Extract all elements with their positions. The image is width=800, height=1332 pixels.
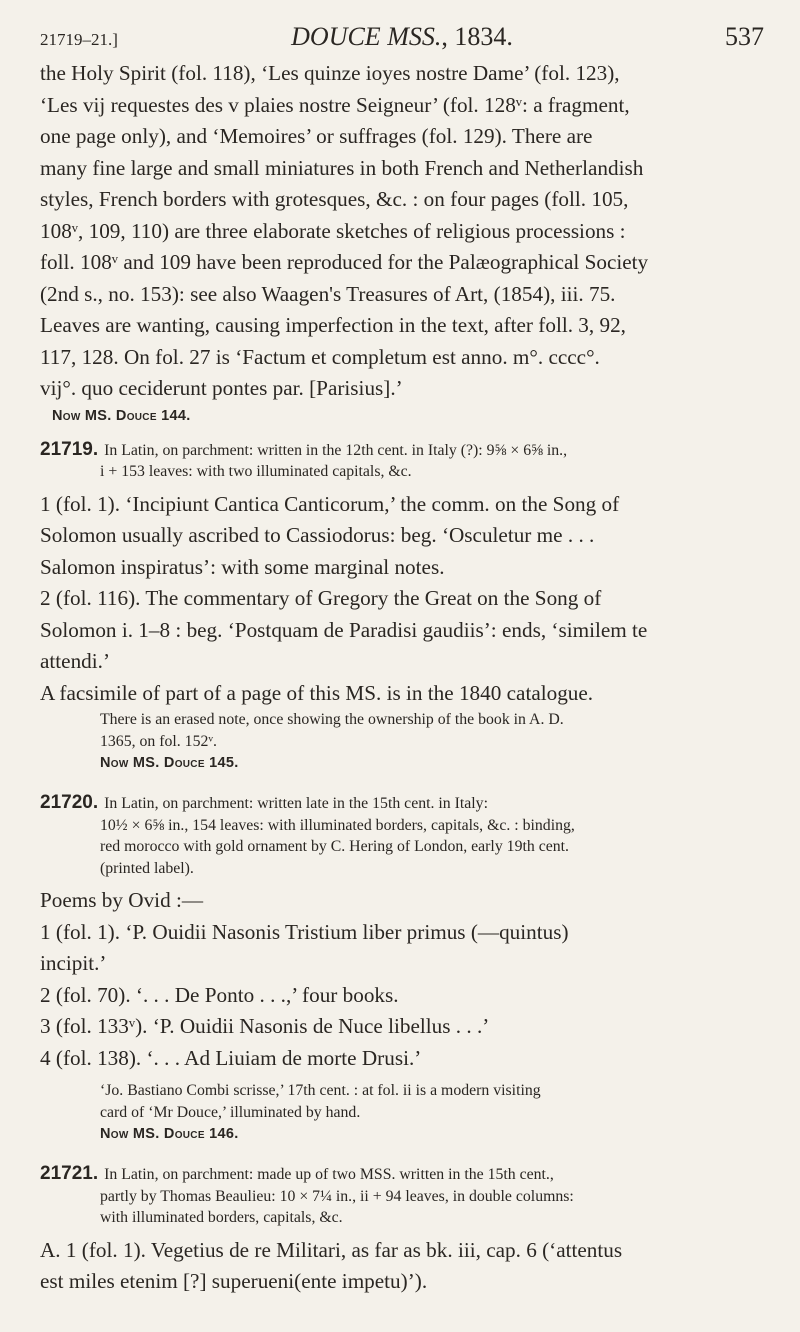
text-line: Solomon i. 1–8 : beg. ‘Postquam de Paradisi gaudiis’: ends, ‘similem te <box>40 617 648 642</box>
text-line: 1 (fol. 1). ‘P. Ouidii Nasonis Tristium liber primus (—quintus) <box>40 919 569 944</box>
text-line: There is an erased note, once showing the ownership of the book in A. D. <box>100 711 564 728</box>
text-line: A. 1 (fol. 1). Vegetius de re Militari, as far as bk. iii, cap. 6 (‘attentus <box>40 1237 623 1262</box>
text-line: incipit.’ <box>40 951 107 975</box>
entry-21720-description <box>40 792 764 879</box>
intro-paragraph <box>40 58 764 405</box>
text-line: the Holy Spirit (fol. 118), ‘Les quinze ioyes nostre Dame’ (fol. 123), <box>40 61 620 85</box>
text-line: i + 153 leaves: with two illuminated capitals, &c. <box>100 463 412 480</box>
text-line: Salomon inspiratus’: with some marginal notes. <box>40 554 445 579</box>
text-line: Poems by Ovid :— <box>40 888 204 912</box>
entry-number: 21719. <box>40 438 99 460</box>
text-line: Leaves are wanting, causing imperfection in the text, after foll. 3, 92, <box>40 313 626 337</box>
text-line: attendi.’ <box>40 649 111 673</box>
text-line: styles, French borders with grotesques, &c. : on four pages (foll. 105, <box>40 187 629 211</box>
text-line: vij°. quo ceciderunt pontes par. [Parisius].’ <box>40 376 403 400</box>
shelfmark-line: Now MS. Douce 146. <box>100 1126 239 1142</box>
text-line: 1 (fol. 1). ‘Incipiunt Cantica Canticorum,’ the comm. on the Song of <box>40 491 620 516</box>
text-line: 10½ × 6⅝ in., 154 leaves: with illuminated borders, capitals, &c. : binding, <box>100 816 575 834</box>
text-line: est miles etenim [?] superueni(ente impetu)’). <box>40 1269 428 1293</box>
text-line: 3 (fol. 133ᵛ). ‘P. Ouidii Nasonis de Nuce libellus . . .’ <box>40 1014 490 1038</box>
text-line: 1365, on fol. 152ᵛ. <box>100 732 217 750</box>
text-line: ‘Les vij requestes des v plaies nostre Seigneur’ (fol. 128ᵛ: a fragment, <box>40 92 630 117</box>
text-line: In Latin, on parchment: made up of two MSS. written in the 15th cent., <box>104 1166 554 1183</box>
text-line: 2 (fol. 70). ‘. . . De Ponto . . .,’ four books. <box>40 982 399 1007</box>
entry-21719-description <box>40 439 764 483</box>
entry-21720-note <box>40 1080 764 1123</box>
entry-21719-contents <box>40 489 764 710</box>
header-title-year: , 1834. <box>441 22 513 51</box>
entry-21719-note <box>40 709 764 752</box>
text-line: 117, 128. On fol. 27 is ‘Factum et completum est anno. m°. cccc°. <box>40 344 600 369</box>
shelfmark-line: Now MS. Douce 144. <box>52 407 191 424</box>
text-line: many fine large and small miniatures in both French and Netherlandish <box>40 155 644 180</box>
text-line: Solomon usually ascribed to Cassiodorus: beg. ‘Osculetur me . . . <box>40 523 595 547</box>
page-number: 537 <box>725 22 764 51</box>
header-entry-range: 21719–21.] <box>40 30 118 49</box>
text-line: one page only), and ‘Memoires’ or suffrages (fol. 129). There are <box>40 124 593 148</box>
entry-number: 21721. <box>40 1163 99 1184</box>
text-line: partly by Thomas Beaulieu: 10 × 7¼ in., ii + 94 leaves, in double columns: <box>100 1187 574 1205</box>
text-line: A facsimile of part of a page of this MS. is in the 1840 catalogue. <box>40 680 594 705</box>
text-line: In Latin, on parchment: written late in the 15th cent. in Italy: <box>104 795 488 812</box>
document-page <box>40 16 764 1298</box>
running-header <box>40 16 764 52</box>
text-line: (printed label). <box>100 859 194 877</box>
entry-21721-contents <box>40 1235 764 1298</box>
text-line: with illuminated borders, capitals, &c. <box>100 1209 343 1226</box>
shelfmark-line: Now MS. Douce 145. <box>100 755 239 771</box>
text-line: 2 (fol. 116). The commentary of Gregory the Great on the Song of <box>40 586 602 610</box>
text-line: 108ᵛ, 109, 110) are three elaborate sketches of religious processions : <box>40 218 626 243</box>
text-line: red morocco with gold ornament by C. Hering of London, early 19th cent. <box>100 838 569 855</box>
header-title-italic: DOUCE MSS. <box>291 22 442 51</box>
entry-21721-description <box>40 1163 764 1229</box>
text-line: foll. 108ᵛ and 109 have been reproduced for the Palæographical Society <box>40 250 649 274</box>
entry-21720-contents <box>40 885 764 1074</box>
text-line: (2nd s., no. 153): see also Waagen's Treasures of Art, (1854), iii. 75. <box>40 281 616 306</box>
text-line: 4 (fol. 138). ‘. . . Ad Liuiam de morte Drusi.’ <box>40 1045 422 1070</box>
text-line: card of ‘Mr Douce,’ illuminated by hand. <box>100 1103 361 1121</box>
text-line: In Latin, on parchment: written in the 12th cent. in Italy (?): 9⅝ × 6⅝ in., <box>104 441 568 459</box>
entry-number: 21720. <box>40 792 99 813</box>
header-title <box>40 22 764 52</box>
text-line: ‘Jo. Bastiano Combi scrisse,’ 17th cent. : at fol. ii is a modern visiting <box>100 1082 541 1099</box>
